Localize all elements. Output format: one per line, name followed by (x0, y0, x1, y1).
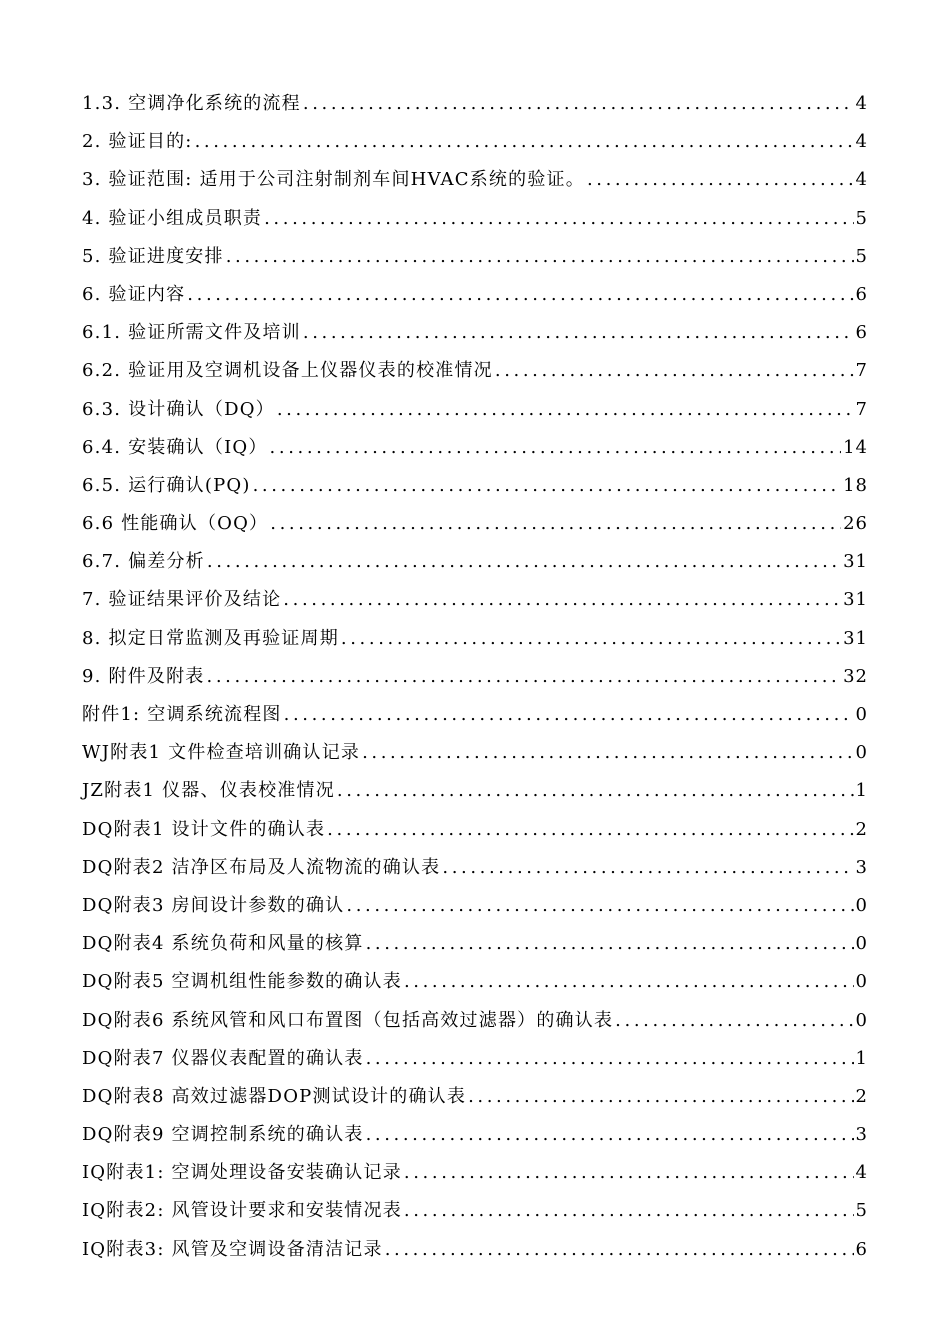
toc-entry-title: 3. 验证范围: 适用于公司注射制剂车间HVAC系统的验证。 (82, 169, 585, 191)
toc-entry-page: 3 (855, 1124, 868, 1146)
toc-entry-title: 6.3. 设计确认（DQ） (82, 398, 275, 420)
toc-entry[interactable] (82, 352, 868, 390)
dot-leader (615, 1002, 853, 1040)
toc-entry[interactable] (82, 696, 868, 734)
dot-leader (337, 772, 854, 810)
toc-entry-page: 4 (855, 1162, 868, 1184)
toc-entry-title: DQ附表3 房间设计参数的确认 (82, 894, 345, 916)
dot-leader (404, 1192, 854, 1230)
toc-entry[interactable] (82, 1116, 868, 1154)
toc-entry-page: 6 (855, 1238, 868, 1260)
toc-entry-title: DQ附表9 空调控制系统的确认表 (82, 1124, 364, 1146)
dot-leader (341, 620, 841, 658)
toc-entry-title: 1.3. 空调净化系统的流程 (82, 93, 301, 114)
dot-leader (195, 123, 854, 161)
dot-leader (362, 734, 853, 772)
toc-entry[interactable] (82, 772, 868, 810)
toc-entry[interactable] (82, 238, 868, 276)
toc-entry[interactable] (82, 925, 868, 963)
toc-entry[interactable] (82, 314, 868, 352)
toc-entry[interactable] (82, 391, 868, 429)
dot-leader (303, 85, 854, 123)
dot-leader (283, 581, 841, 619)
dot-leader (468, 1078, 853, 1116)
toc-entry-title: DQ附表7 仪器仪表配置的确认表 (82, 1047, 364, 1069)
dot-leader (303, 314, 854, 352)
toc-entry-page: 2 (855, 1085, 868, 1107)
toc-entry[interactable] (82, 734, 868, 772)
toc-entry-page: 5 (855, 1200, 868, 1222)
toc-entry[interactable] (82, 581, 868, 619)
toc-entry-title: 9. 附件及附表 (82, 665, 205, 687)
toc-entry-page: 1 (855, 1047, 868, 1069)
toc-entry[interactable] (82, 429, 868, 467)
toc-entry-title: 6.4. 安装确认（IQ） (82, 436, 268, 458)
toc-entry-title: 6.1. 验证所需文件及培训 (82, 322, 301, 344)
toc-entry-page: 6 (855, 322, 868, 344)
toc-entry[interactable] (82, 123, 868, 161)
dot-leader (366, 1040, 854, 1078)
dot-leader (404, 1154, 854, 1192)
toc-entry[interactable] (82, 161, 868, 199)
toc-entry-page: 31 (843, 589, 868, 611)
toc-entry-title: WJ附表1 文件检查培训确认记录 (82, 742, 361, 764)
toc-entry-page: 4 (855, 93, 868, 114)
toc-entry-page: 4 (855, 131, 868, 153)
toc-entry-page: 0 (855, 742, 868, 764)
toc-entry-title: 7. 验证结果评价及结论 (82, 589, 282, 611)
dot-leader (226, 238, 854, 276)
toc-entry[interactable] (82, 85, 868, 123)
toc-entry-page: 2 (855, 818, 868, 840)
dot-leader (277, 391, 854, 429)
toc-entry-title: IQ附表1: 空调处理设备安装确认记录 (82, 1162, 402, 1184)
toc-entry-title: IQ附表3: 风管及空调设备清洁记录 (82, 1238, 383, 1260)
dot-leader (284, 696, 854, 734)
toc-entry[interactable] (82, 1040, 868, 1078)
toc-entry[interactable] (82, 1154, 868, 1192)
toc-entry-title: 6.7. 偏差分析 (82, 551, 205, 573)
dot-leader (404, 963, 854, 1001)
toc-entry-page: 1 (855, 780, 868, 802)
toc-entry[interactable] (82, 543, 868, 581)
toc-entry[interactable] (82, 467, 868, 505)
dot-leader (495, 352, 854, 390)
toc-entry[interactable] (82, 963, 868, 1001)
toc-entry[interactable] (82, 1002, 868, 1040)
dot-leader (253, 467, 842, 505)
toc-entry-title: DQ附表5 空调机组性能参数的确认表 (82, 971, 402, 993)
toc-entry-page: 31 (843, 627, 868, 649)
dot-leader (207, 543, 841, 581)
toc-entry-title: 6.2. 验证用及空调机设备上仪器仪表的校准情况 (82, 360, 493, 382)
toc-entry-title: 6. 验证内容 (82, 283, 186, 305)
dot-leader (346, 887, 853, 925)
toc-entry[interactable] (82, 620, 868, 658)
toc-entry-title: 5. 验证进度安排 (82, 245, 224, 267)
toc-entry-page: 6 (855, 283, 868, 305)
toc-entry-page: 3 (855, 856, 868, 878)
toc-entry[interactable] (82, 505, 868, 543)
toc-entry-page: 0 (855, 971, 868, 993)
toc-entry-page: 14 (843, 436, 868, 458)
dot-leader (366, 925, 854, 963)
toc-entry-title: JZ附表1 仪器、仪表校准情况 (82, 780, 335, 802)
dot-leader (442, 849, 853, 887)
toc-entry-page: 31 (843, 551, 868, 573)
toc-entry-page: 5 (855, 207, 868, 229)
dot-leader (270, 505, 841, 543)
toc-entry[interactable] (82, 1078, 868, 1116)
toc-entry-page: 7 (855, 398, 868, 420)
dot-leader (264, 200, 853, 238)
dot-leader (366, 1116, 854, 1154)
toc-entry-page: 32 (843, 665, 868, 687)
toc-entry[interactable] (82, 811, 868, 849)
toc-entry-title: DQ附表1 设计文件的确认表 (82, 818, 326, 840)
toc-entry-page: 4 (855, 169, 868, 191)
toc-entry-title: 6.5. 运行确认(PQ) (82, 474, 251, 496)
toc-entry-title: IQ附表2: 风管设计要求和安装情况表 (82, 1200, 402, 1222)
toc-entry[interactable] (82, 658, 868, 696)
toc-entry[interactable] (82, 276, 868, 314)
table-of-contents (82, 85, 868, 1269)
dot-leader (270, 429, 842, 467)
toc-entry-title: 附件1: 空调系统流程图 (82, 704, 282, 725)
toc-entry-page: 0 (855, 894, 868, 916)
toc-entry-title: 4. 验证小组成员职责 (82, 207, 263, 229)
toc-entry-title: DQ附表4 系统负荷和风量的核算 (82, 933, 364, 955)
toc-entry-page: 0 (855, 1009, 868, 1031)
toc-entry-page: 7 (855, 360, 868, 382)
toc-entry-page: 5 (855, 245, 868, 267)
toc-entry-page: 0 (855, 933, 868, 955)
toc-entry[interactable] (82, 1231, 868, 1269)
dot-leader (587, 161, 854, 199)
toc-entry[interactable] (82, 1192, 868, 1230)
toc-entry[interactable] (82, 849, 868, 887)
toc-entry[interactable] (82, 200, 868, 238)
toc-entry-page: 18 (843, 474, 868, 496)
dot-leader (385, 1231, 854, 1269)
toc-entry-title: 6.6 性能确认（OQ） (82, 513, 269, 535)
dot-leader (327, 811, 853, 849)
toc-entry-page: 26 (843, 513, 868, 535)
dot-leader (187, 276, 853, 314)
toc-entry[interactable] (82, 887, 868, 925)
dot-leader (207, 658, 842, 696)
toc-entry-title: DQ附表6 系统风管和风口布置图（包括高效过滤器）的确认表 (82, 1009, 614, 1031)
toc-entry-title: 8. 拟定日常监测及再验证周期 (82, 627, 339, 649)
toc-entry-title: 2. 验证目的: (82, 131, 193, 153)
toc-entry-title: DQ附表2 洁净区布局及人流物流的确认表 (82, 856, 441, 878)
toc-entry-title: DQ附表8 高效过滤器DOP测试设计的确认表 (82, 1085, 467, 1107)
toc-entry-page: 0 (855, 704, 868, 725)
